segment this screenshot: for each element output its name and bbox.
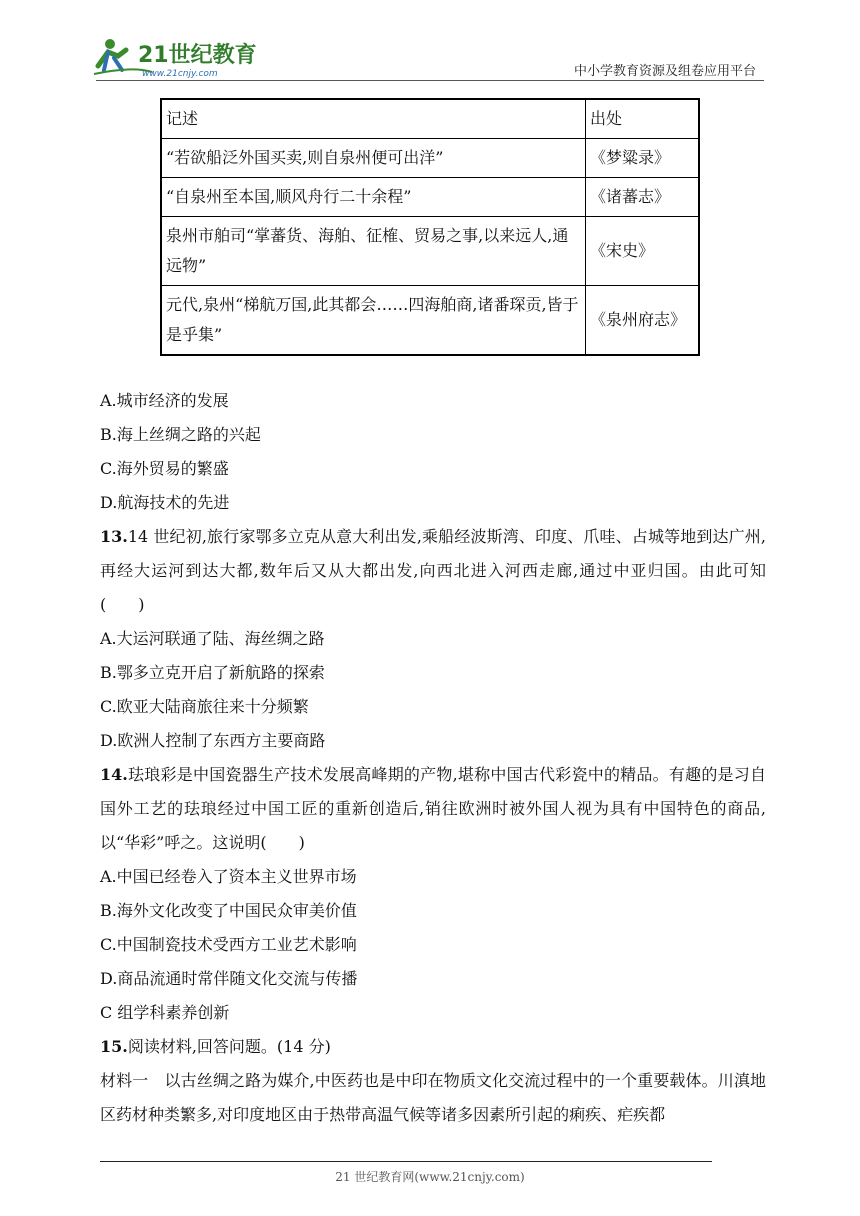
q15-stem (100, 1030, 766, 1064)
q13-option-a: A.大运河联通了陆、海丝绸之路 (100, 629, 325, 648)
table-row (161, 139, 699, 178)
site-logo (92, 36, 262, 80)
record-cell: 泉州市舶司“掌蕃货、海舶、征榷、贸易之事,以来远人,通远物” (161, 217, 586, 286)
q14-number: 14. (100, 765, 128, 784)
q13-stem (100, 520, 766, 622)
q14-option-d: D.商品流通时常伴随文化交流与传播 (100, 969, 358, 988)
table-row (161, 217, 699, 286)
record-cell: “自泉州至本国,顺风舟行二十余程” (161, 178, 586, 217)
header-source: 出处 (586, 99, 700, 139)
q12-option-c: C.海外贸易的繁盛 (100, 459, 229, 478)
q14-stem-text: 珐琅彩是中国瓷器生产技术发展高峰期的产物,堪称中国古代彩瓷中的精品。有趣的是习自国外工艺的珐琅经过中国工匠的重新创造后,销往欧洲时被外国人视为具有中国特色的商品,以“华彩”呼之。这说明( ) (100, 765, 766, 852)
material-label: 材料一 (100, 1071, 149, 1090)
table-header-row (161, 99, 699, 139)
q15-stem-text: 阅读材料,回答问题。(14 分) (127, 1037, 331, 1056)
source-cell: 《诸蕃志》 (586, 178, 700, 217)
logo-url: www.21cnjy.com (142, 69, 218, 79)
footer-divider (100, 1161, 712, 1162)
q13-number: 13. (100, 527, 128, 546)
q12-option-b: B.海上丝绸之路的兴起 (100, 425, 261, 444)
source-cell: 《梦粱录》 (586, 139, 700, 178)
q14-option-b: B.海外文化改变了中国民众审美价值 (100, 901, 357, 920)
section-title: C 组学科素养创新 (100, 1003, 230, 1022)
q12-option-d: D.航海技术的先进 (100, 493, 230, 512)
record-cell: “若欲船泛外国买卖,则自泉州便可出洋” (161, 139, 586, 178)
header-record: 记述 (161, 99, 586, 139)
q15-material (100, 1064, 766, 1132)
source-cell: 《宋史》 (586, 217, 700, 286)
q13-option-b: B.鄂多立克开启了新航路的探索 (100, 663, 325, 682)
table-row (161, 178, 699, 217)
question-body (100, 384, 766, 1132)
footer-text: 21 世纪教育网(www.21cnjy.com) (335, 1170, 525, 1184)
q12-option-a: A.城市经济的发展 (100, 391, 229, 410)
q15-number: 15. (100, 1037, 128, 1056)
source-cell: 《泉州府志》 (586, 286, 700, 356)
q14-option-a: A.中国已经卷入了资本主义世界市场 (100, 867, 357, 886)
table-row (161, 286, 699, 356)
material-text: 以古丝绸之路为媒介,中医药也是中印在物质文化交流过程中的一个重要载体。川滇地区药材种类繁多,对印度地区由于热带高温气候等诸多因素所引起的痢疾、疟疾都 (100, 1071, 766, 1124)
record-cell: 元代,泉州“梯航万国,此其都会……四海舶商,诸番琛贡,皆于是乎集” (161, 286, 586, 356)
runner-logo-icon (92, 36, 262, 80)
platform-name: 中小学教育资源及组卷应用平台 (573, 64, 756, 79)
records-table (160, 98, 700, 356)
q14-stem (100, 758, 766, 860)
q13-option-d: D.欧洲人控制了东西方主要商路 (100, 731, 326, 750)
logo-text: 21世纪教育 (138, 43, 257, 68)
q13-option-c: C.欧亚大陆商旅往来十分频繁 (100, 697, 309, 716)
q14-option-c: C.中国制瓷技术受西方工业艺术影响 (100, 935, 357, 954)
header-divider (96, 80, 764, 81)
q13-stem-text: 14 世纪初,旅行家鄂多立克从意大利出发,乘船经波斯湾、印度、爪哇、占城等地到达广州,再经大运河到达大都,数年后又从大都出发,向西北进入河西走廊,通过中亚归国。由此可知( ) (100, 527, 766, 614)
